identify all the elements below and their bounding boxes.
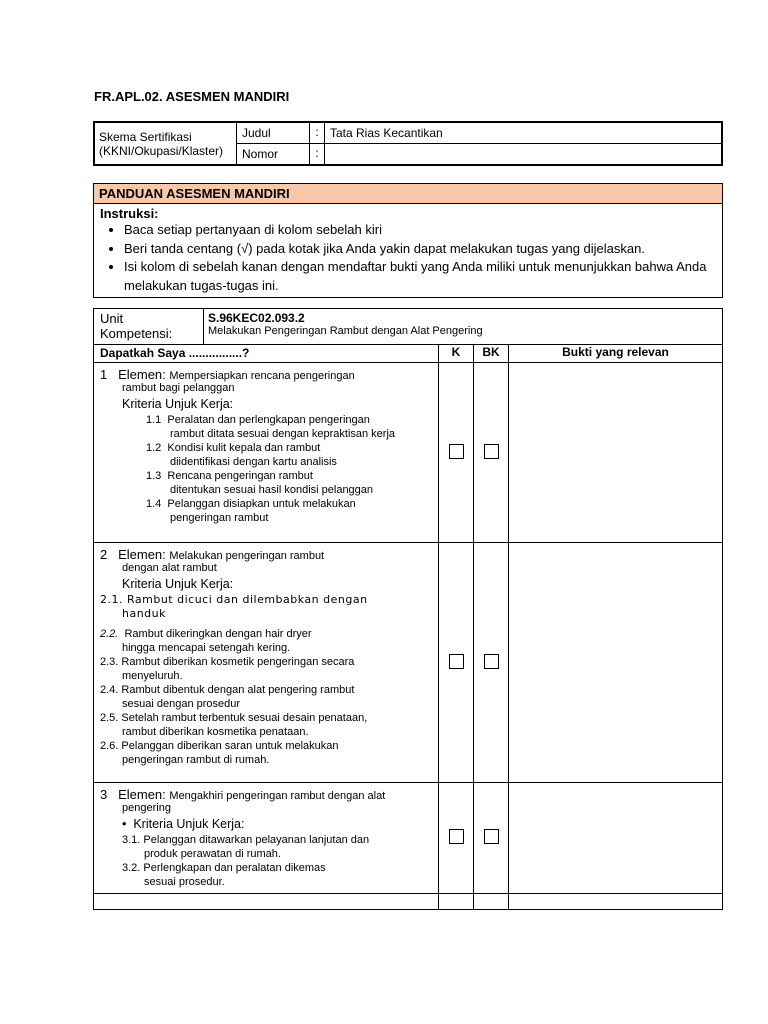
element-text-cont: pengering <box>122 802 171 814</box>
element-text: Mempersiapkan rencana pengeringan <box>169 370 355 382</box>
judul-colon: : <box>310 122 325 144</box>
k-checkbox[interactable] <box>449 654 464 669</box>
col-bukti: Bukti yang relevan <box>509 345 723 363</box>
element-label: Elemen: <box>118 787 166 802</box>
k-checkbox[interactable] <box>449 444 464 459</box>
element-2-bk <box>474 543 509 783</box>
unit-sublabel: Kompetensi: <box>100 326 173 341</box>
judul-value[interactable]: Tata Rias Kecantikan <box>325 122 723 144</box>
header-table <box>93 121 723 166</box>
col-k: K <box>439 345 474 363</box>
element-3-bk <box>474 783 509 894</box>
empty-row-bukti <box>509 894 723 910</box>
instruksi-item: • Baca setiap pertanyaan di kolom sebelah kiri <box>124 221 717 240</box>
bk-checkbox[interactable] <box>484 829 499 844</box>
element-3-k <box>439 783 474 894</box>
unit-table <box>93 308 723 910</box>
element-text: Melakukan pengeringan rambut <box>169 550 325 562</box>
element-2-header <box>100 547 432 562</box>
panduan-table <box>93 183 723 298</box>
kuk-label: • Kriteria Unjuk Kerja: <box>122 817 245 831</box>
element-text-cont: rambut bagi pelanggan <box>122 382 235 394</box>
kuk-label: Kriteria Unjuk Kerja: <box>122 397 234 411</box>
element-label: Elemen: <box>118 547 166 562</box>
element-1-header <box>100 367 432 382</box>
skema-label-cell <box>94 122 237 165</box>
panduan-heading: PANDUAN ASESMEN MANDIRI <box>94 184 723 204</box>
unit-value-cell <box>204 309 723 345</box>
empty-row-cell <box>94 894 439 910</box>
criterion: 1.3 Rencana pengeringan rambut ditentukan sesuai hasil kondisi pelanggan <box>146 470 374 496</box>
k-checkbox[interactable] <box>449 829 464 844</box>
form-title: FR.APL.02. ASESMEN MANDIRI <box>94 89 290 104</box>
element-1-bukti[interactable] <box>509 363 723 543</box>
empty-row-k <box>439 894 474 910</box>
instruksi-item: • Beri tanda centang (√) pada kotak jika Anda yakin dapat melakukan tugas yang dijelaskan. <box>124 240 717 259</box>
criterion: 1.2 Kondisi kulit kepala dan rambut diidentifikasi dengan kartu analisis <box>146 442 337 468</box>
criterion: 2.1. Rambut dicuci dan dilembabkan dengan handuk <box>100 593 368 620</box>
element-3-bukti[interactable] <box>509 783 723 894</box>
element-number: 1 <box>100 367 108 382</box>
unit-label-cell <box>94 309 204 345</box>
element-1-k <box>439 363 474 543</box>
element-1-bk <box>474 363 509 543</box>
criterion: 3.2. Perlengkapan dan peralatan dikemas sesuai prosedur. <box>122 862 326 888</box>
bk-checkbox[interactable] <box>484 444 499 459</box>
element-text-cont: dengan alat rambut <box>122 562 217 574</box>
unit-code: S.96KEC02.093.2 <box>208 311 305 325</box>
element-text: Mengakhiri pengeringan rambut dengan alat <box>169 790 386 802</box>
criterion: 2.5. Setelah rambut terbentuk sesuai desain penataan, rambut diberikan kosmetika penataan. <box>100 712 368 738</box>
kuk-label: Kriteria Unjuk Kerja: <box>122 577 234 591</box>
criterion: 2.6. Pelanggan diberikan saran untuk melakukan pengeringan rambut di rumah. <box>100 740 339 766</box>
instruksi-cell <box>94 204 723 298</box>
criterion: 3.1. Pelanggan ditawarkan pelayanan lanjutan dan produk perawatan di rumah. <box>122 834 370 860</box>
element-3-header <box>100 787 432 802</box>
judul-label: Judul <box>237 122 310 144</box>
empty-row-bk <box>474 894 509 910</box>
nomor-value[interactable] <box>325 144 723 166</box>
unit-name: Melakukan Pengeringan Rambut dengan Alat Pengering <box>208 325 483 337</box>
element-2-cell <box>94 543 439 783</box>
nomor-colon: : <box>310 144 325 166</box>
criterion: 2.4. Rambut dibentuk dengan alat pengering rambut sesuai dengan prosedur <box>100 684 355 710</box>
instruksi-label: Instruksi: <box>100 206 159 221</box>
criterion: 2.3. Rambut diberikan kosmetik pengeringan secara menyeluruh. <box>100 656 355 682</box>
element-label: Elemen: <box>118 367 166 382</box>
skema-label: Skema Sertifikasi <box>99 129 192 144</box>
instruksi-item: • Isi kolom di sebelah kanan dengan mendaftar bukti yang Anda miliki untuk menunjukkan bahwa Anda melakukan tugas-tugas ini. <box>124 258 717 295</box>
col-question: Dapatkah Saya ................? <box>94 345 439 363</box>
nomor-label: Nomor <box>237 144 310 166</box>
criterion: 1.4 Pelanggan disiapkan untuk melakukan pengeringan rambut <box>146 498 356 524</box>
criterion: 2.2. Rambut dikeringkan dengan hair dryer hingga mencapai setengah kering. <box>100 628 312 654</box>
col-bk: BK <box>474 345 509 363</box>
element-1-cell <box>94 363 439 543</box>
skema-sublabel: (KKNI/Okupasi/Klaster) <box>99 143 224 158</box>
bk-checkbox[interactable] <box>484 654 499 669</box>
instruksi-list <box>100 221 717 295</box>
element-number: 3 <box>100 787 108 802</box>
element-3-cell <box>94 783 439 894</box>
element-number: 2 <box>100 547 108 562</box>
element-2-bukti[interactable] <box>509 543 723 783</box>
criterion: 1.1 Peralatan dan perlengkapan pengeringan rambut ditata sesuai dengan kepraktisan kerja <box>146 414 396 440</box>
element-2-k <box>439 543 474 783</box>
unit-label: Unit <box>100 311 124 326</box>
